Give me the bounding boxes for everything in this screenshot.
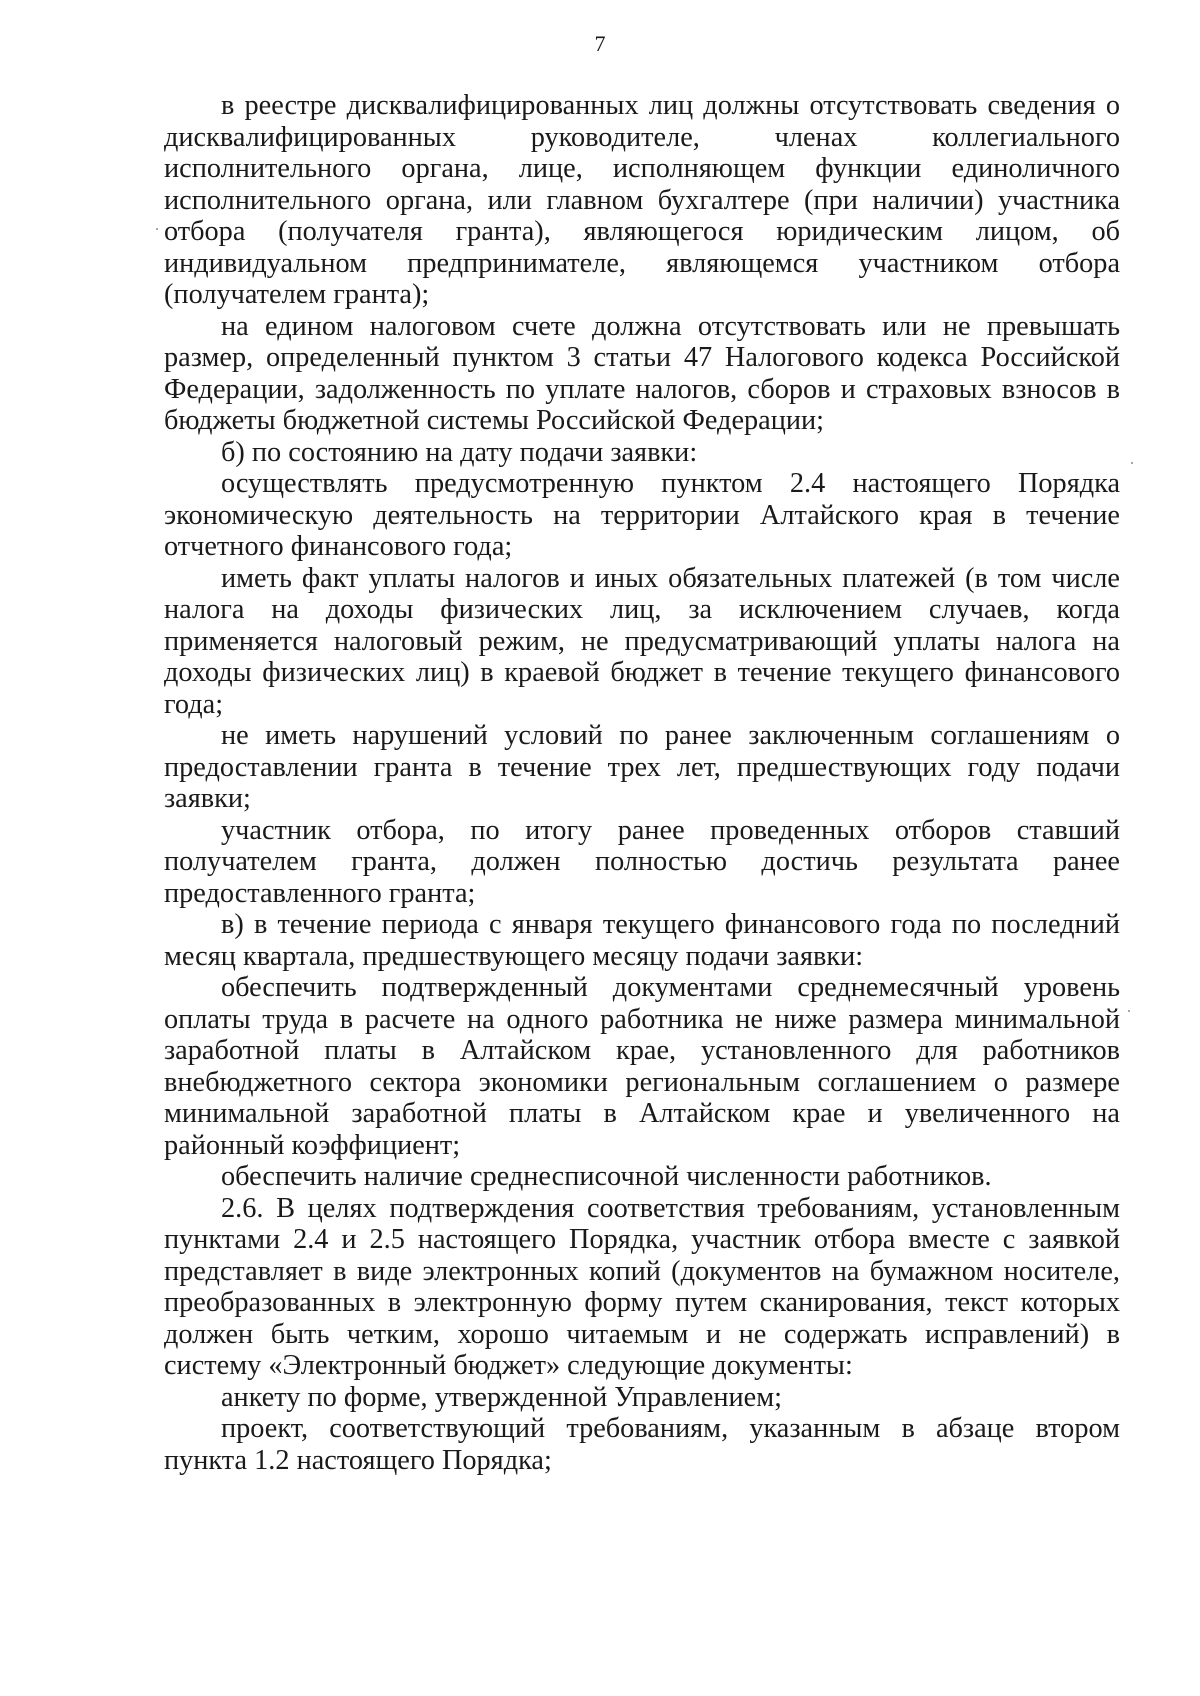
scan-speck <box>156 228 158 230</box>
paragraph-previous-grant: участник отбора, по итогу ранее проведенных отборов ставший получателем гранта, должен полностью достичь результата ранее предоставленного гранта; <box>164 814 1120 909</box>
paragraph-no-violations: не иметь нарушений условий по ранее заключенным соглашениям о предоставлении гранта в течение трех лет, предшествующих году подачи заявки; <box>164 720 1120 814</box>
paragraph-b-application-date: б) по состоянию на дату подачи заявки: <box>221 436 698 468</box>
scan-speck <box>1128 1010 1130 1012</box>
paragraph-project: проект, соответствующий требованиям, указанным в абзаце втором пункта 1.2 настоящего Порядка; <box>164 1413 1120 1476</box>
paragraph-tax-payment: иметь факт уплаты налогов и иных обязательных платежей (в том числе налога на доходы физических лиц, за исключением случаев, когда применяется налоговый режим, не предусматривающий уплаты налога на доходы физических лиц) в краевой бюджет в течение текущего финансового года; <box>164 562 1120 720</box>
paragraph-wage-level: обеспечить подтвержденный документами среднемесячный уровень оплаты труда в расчете на одного работника не ниже размера минимальной заработной платы в Алтайском крае, установленного для работников внебюджетного сектора экономики региональным соглашением о размере минимальной заработной платы в Алтайском крае и увеличенного на районный коэффициент; <box>164 972 1120 1161</box>
paragraph-headcount: обеспечить наличие среднесписочной численности работников. <box>221 1161 992 1192</box>
paragraph-c-period: в) в течение периода с января текущего финансового года по последний месяц квартала, предшествующего месяцу подачи заявки: <box>164 909 1120 972</box>
paragraph-tax-debt: на едином налоговом счете должна отсутствовать или не превышать размер, определенный пунктом 3 статьи 47 Налогового кодекса Российской Федерации, задолженность по уплате налогов, сборов и страховых взносов в бюджеты бюджетной системы Российской Федерации; <box>164 310 1120 436</box>
scan-speck <box>1131 462 1133 464</box>
paragraph-economic-activity: осуществлять предусмотренную пунктом 2.4 настоящего Порядка экономическую деятельность на территории Алтайского края в течение отчетного финансового года; <box>164 468 1120 562</box>
page-number: 7 <box>594 31 606 56</box>
paragraph-2-6-documents: 2.6. В целях подтверждения соответствия требованиям, установленным пунктами 2.4 и 2.5 настоящего Порядка, участник отбора вместе с заявкой представляет в виде электронных копий (документов на бумажном носителе, преобразованных в электронную форму путем сканирования, текст которых должен быть четким, хорошо читаемым и не содержать исправлений) в систему «Электронный бюджет» следующие документы: <box>164 1192 1120 1381</box>
document-body <box>164 90 1120 1476</box>
paragraph-disqualified-persons: в реестре дисквалифицированных лиц должны отсутствовать сведения о дисквалифицированных руководителе, членах коллегиального исполнительного органа, лице, исполняющем функции единоличного исполнительного органа, или главном бухгалтере (при наличии) участника отбора (получателя гранта), являющегося юридическим лицом, об индивидуальном предпринимателе, являющемся участником отбора (получателем гранта); <box>164 90 1120 310</box>
paragraph-questionnaire: анкету по форме, утвержденной Управлением; <box>221 1381 782 1413</box>
